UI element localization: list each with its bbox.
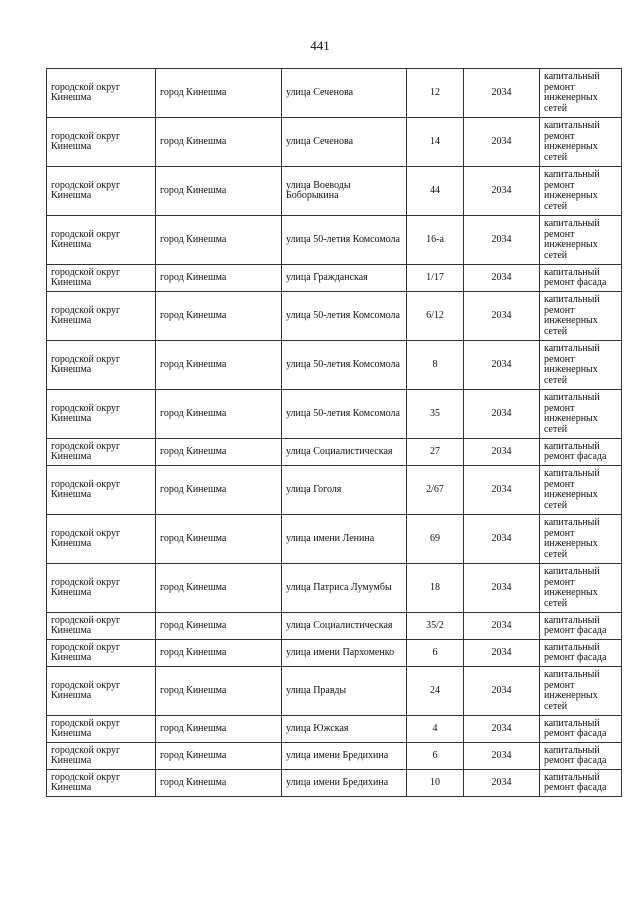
street-cell: улица Социалистическая (282, 439, 407, 466)
work-type-cell: капитальный ремонт фасада (540, 743, 622, 770)
city-cell: город Кинешма (156, 69, 282, 118)
district-cell: городской округ Кинешма (47, 118, 156, 167)
house-number-cell: 35 (407, 390, 464, 439)
table-row (47, 390, 622, 439)
table-row (47, 216, 622, 265)
street-cell: улица имени Пархоменко (282, 640, 407, 667)
city-cell: город Кинешма (156, 265, 282, 292)
year-cell: 2034 (464, 439, 540, 466)
work-type-cell: капитальный ремонт инженерных сетей (540, 69, 622, 118)
district-cell: городской округ Кинешма (47, 564, 156, 613)
district-cell: городской округ Кинешма (47, 613, 156, 640)
table-row (47, 466, 622, 515)
district-cell: городской округ Кинешма (47, 515, 156, 564)
work-type-cell: капитальный ремонт фасада (540, 439, 622, 466)
district-cell: городской округ Кинешма (47, 390, 156, 439)
district-cell: городской округ Кинешма (47, 439, 156, 466)
city-cell: город Кинешма (156, 167, 282, 216)
year-cell: 2034 (464, 743, 540, 770)
district-cell: городской округ Кинешма (47, 341, 156, 390)
house-number-cell: 69 (407, 515, 464, 564)
work-type-cell: капитальный ремонт фасада (540, 640, 622, 667)
house-number-cell: 10 (407, 770, 464, 797)
table-row (47, 69, 622, 118)
year-cell: 2034 (464, 613, 540, 640)
year-cell: 2034 (464, 390, 540, 439)
year-cell: 2034 (464, 69, 540, 118)
street-cell: улица Сеченова (282, 118, 407, 167)
district-cell: городской округ Кинешма (47, 667, 156, 716)
table-row (47, 716, 622, 743)
city-cell: город Кинешма (156, 390, 282, 439)
year-cell: 2034 (464, 341, 540, 390)
house-number-cell: 35/2 (407, 613, 464, 640)
repair-schedule-table (46, 68, 622, 797)
work-type-cell: капитальный ремонт инженерных сетей (540, 167, 622, 216)
city-cell: город Кинешма (156, 770, 282, 797)
district-cell: городской округ Кинешма (47, 292, 156, 341)
work-type-cell: капитальный ремонт инженерных сетей (540, 118, 622, 167)
work-type-cell: капитальный ремонт инженерных сетей (540, 292, 622, 341)
district-cell: городской округ Кинешма (47, 770, 156, 797)
street-cell: улица Южская (282, 716, 407, 743)
year-cell: 2034 (464, 216, 540, 265)
year-cell: 2034 (464, 265, 540, 292)
city-cell: город Кинешма (156, 439, 282, 466)
district-cell: городской округ Кинешма (47, 265, 156, 292)
year-cell: 2034 (464, 770, 540, 797)
house-number-cell: 16-а (407, 216, 464, 265)
district-cell: городской округ Кинешма (47, 216, 156, 265)
city-cell: город Кинешма (156, 515, 282, 564)
table-row (47, 667, 622, 716)
street-cell: улица Сеченова (282, 69, 407, 118)
house-number-cell: 6/12 (407, 292, 464, 341)
house-number-cell: 14 (407, 118, 464, 167)
house-number-cell: 18 (407, 564, 464, 613)
city-cell: город Кинешма (156, 613, 282, 640)
street-cell: улица имени Ленина (282, 515, 407, 564)
district-cell: городской округ Кинешма (47, 743, 156, 770)
table-row (47, 515, 622, 564)
house-number-cell: 24 (407, 667, 464, 716)
work-type-cell: капитальный ремонт инженерных сетей (540, 515, 622, 564)
work-type-cell: капитальный ремонт инженерных сетей (540, 216, 622, 265)
city-cell: город Кинешма (156, 667, 282, 716)
work-type-cell: капитальный ремонт инженерных сетей (540, 390, 622, 439)
street-cell: улица имени Бредихина (282, 743, 407, 770)
city-cell: город Кинешма (156, 341, 282, 390)
year-cell: 2034 (464, 118, 540, 167)
street-cell: улица Правды (282, 667, 407, 716)
work-type-cell: капитальный ремонт инженерных сетей (540, 466, 622, 515)
year-cell: 2034 (464, 564, 540, 613)
work-type-cell: капитальный ремонт фасада (540, 770, 622, 797)
year-cell: 2034 (464, 167, 540, 216)
table-row (47, 439, 622, 466)
district-cell: городской округ Кинешма (47, 167, 156, 216)
house-number-cell: 1/17 (407, 265, 464, 292)
table-row (47, 770, 622, 797)
city-cell: город Кинешма (156, 216, 282, 265)
table-row (47, 341, 622, 390)
work-type-cell: капитальный ремонт инженерных сетей (540, 564, 622, 613)
city-cell: город Кинешма (156, 564, 282, 613)
table-row (47, 265, 622, 292)
house-number-cell: 6 (407, 640, 464, 667)
street-cell: улица Патриса Лумумбы (282, 564, 407, 613)
work-type-cell: капитальный ремонт фасада (540, 265, 622, 292)
district-cell: городской округ Кинешма (47, 640, 156, 667)
city-cell: город Кинешма (156, 640, 282, 667)
district-cell: городской округ Кинешма (47, 69, 156, 118)
house-number-cell: 12 (407, 69, 464, 118)
year-cell: 2034 (464, 716, 540, 743)
work-type-cell: капитальный ремонт инженерных сетей (540, 341, 622, 390)
street-cell: улица 50-летия Комсомола (282, 341, 407, 390)
house-number-cell: 27 (407, 439, 464, 466)
city-cell: город Кинешма (156, 716, 282, 743)
district-cell: городской округ Кинешма (47, 466, 156, 515)
street-cell: улица имени Бредихина (282, 770, 407, 797)
table-row (47, 118, 622, 167)
year-cell: 2034 (464, 466, 540, 515)
street-cell: улица Социалистическая (282, 613, 407, 640)
city-cell: город Кинешма (156, 292, 282, 341)
house-number-cell: 2/67 (407, 466, 464, 515)
table-row (47, 640, 622, 667)
year-cell: 2034 (464, 292, 540, 341)
street-cell: улица 50-летия Комсомола (282, 390, 407, 439)
city-cell: город Кинешма (156, 466, 282, 515)
year-cell: 2034 (464, 515, 540, 564)
year-cell: 2034 (464, 640, 540, 667)
table-row (47, 743, 622, 770)
table-row (47, 292, 622, 341)
district-cell: городской округ Кинешма (47, 716, 156, 743)
house-number-cell: 6 (407, 743, 464, 770)
table-body (47, 69, 622, 797)
house-number-cell: 8 (407, 341, 464, 390)
year-cell: 2034 (464, 667, 540, 716)
house-number-cell: 4 (407, 716, 464, 743)
street-cell: улица 50-летия Комсомола (282, 216, 407, 265)
table-row (47, 613, 622, 640)
page-number: 441 (310, 38, 330, 53)
work-type-cell: капитальный ремонт инженерных сетей (540, 667, 622, 716)
city-cell: город Кинешма (156, 743, 282, 770)
city-cell: город Кинешма (156, 118, 282, 167)
table-row (47, 167, 622, 216)
street-cell: улица Гражданская (282, 265, 407, 292)
street-cell: улица Воеводы Боборыкина (282, 167, 407, 216)
street-cell: улица 50-летия Комсомола (282, 292, 407, 341)
work-type-cell: капитальный ремонт фасада (540, 716, 622, 743)
house-number-cell: 44 (407, 167, 464, 216)
work-type-cell: капитальный ремонт фасада (540, 613, 622, 640)
street-cell: улица Гоголя (282, 466, 407, 515)
table-row (47, 564, 622, 613)
